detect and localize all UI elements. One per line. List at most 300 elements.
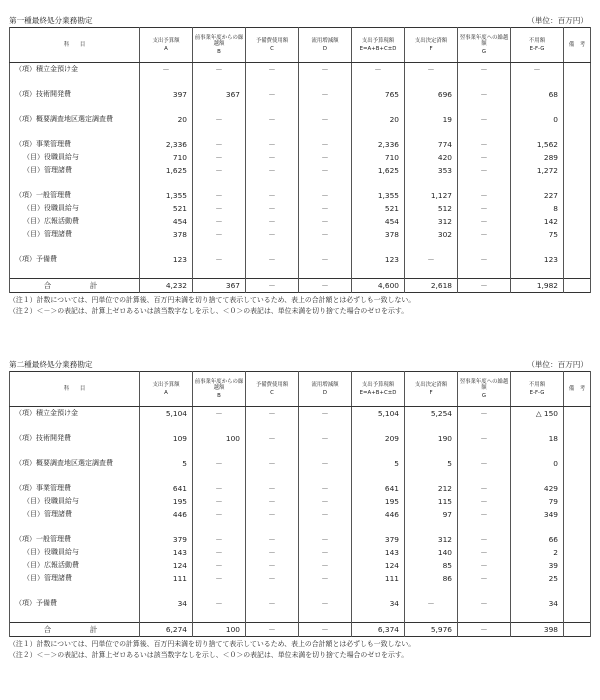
cell-value: 1,127 bbox=[405, 189, 458, 202]
spacer-cell bbox=[511, 470, 564, 482]
spacer-cell bbox=[511, 610, 564, 623]
cell-value: － bbox=[193, 202, 246, 215]
cell-value: － bbox=[193, 533, 246, 546]
cell-value: 124 bbox=[140, 559, 193, 572]
bikou-cell bbox=[564, 457, 591, 470]
spacer-cell bbox=[10, 76, 140, 88]
table2-notes bbox=[9, 639, 590, 660]
cell-value: 123 bbox=[352, 253, 405, 266]
spacer-cell bbox=[299, 585, 352, 597]
spacer-cell bbox=[352, 420, 405, 432]
cell-value: － bbox=[140, 63, 193, 77]
bikou-cell bbox=[564, 88, 591, 101]
spacer-cell bbox=[564, 76, 591, 88]
cell-value: － bbox=[193, 546, 246, 559]
section-table1 bbox=[9, 14, 590, 316]
note-2: （注２）＜－＞の表記は、計算上ゼロあるいは該当数字なしを示し、＜０＞の表記は、単位未満を切り捨てた場合のゼロを示す。 bbox=[9, 306, 409, 315]
bikou-cell bbox=[564, 189, 591, 202]
bikou-cell bbox=[564, 623, 591, 637]
spacer-cell bbox=[193, 470, 246, 482]
cell-value: － bbox=[193, 407, 246, 421]
spacer-cell bbox=[193, 420, 246, 432]
cell-value: － bbox=[193, 138, 246, 151]
bikou-cell bbox=[564, 495, 591, 508]
table1-header bbox=[9, 14, 590, 27]
cell-value: － bbox=[458, 572, 511, 585]
col-c: 予備費使用額 C bbox=[246, 372, 299, 407]
total-value: 100 bbox=[193, 623, 246, 637]
cell-value: 353 bbox=[405, 164, 458, 177]
row-label: （項）技術開発費 bbox=[10, 432, 140, 445]
col-h: 不用額 E-F-G bbox=[511, 28, 564, 63]
spacer-cell bbox=[246, 610, 299, 623]
cell-value: 111 bbox=[352, 572, 405, 585]
cell-value: － bbox=[299, 482, 352, 495]
bikou-cell bbox=[564, 279, 591, 293]
cell-value: 5 bbox=[405, 457, 458, 470]
cell-value: 289 bbox=[511, 151, 564, 164]
spacer-cell bbox=[140, 521, 193, 533]
spacer-cell bbox=[511, 266, 564, 279]
row-label: （項）一般管理費 bbox=[10, 533, 140, 546]
row-label: （項）事業管理費 bbox=[10, 482, 140, 495]
table1-body bbox=[10, 63, 591, 293]
total-value: 5,976 bbox=[405, 623, 458, 637]
cell-value: 142 bbox=[511, 215, 564, 228]
note-1: （注１）計数については、円単位での計算後、百万円未満を切り捨てて表示しているため、表上の合計額とは必ずしも一致しない。 bbox=[9, 640, 416, 648]
cell-value: 349 bbox=[511, 508, 564, 521]
cell-value: － bbox=[246, 407, 299, 421]
spacer-cell bbox=[511, 585, 564, 597]
spacer-cell bbox=[299, 521, 352, 533]
cell-value: 227 bbox=[511, 189, 564, 202]
cell-value: － bbox=[193, 457, 246, 470]
spacer-cell bbox=[352, 76, 405, 88]
cell-value: － bbox=[405, 63, 458, 77]
cell-value: 34 bbox=[140, 597, 193, 610]
spacer-cell bbox=[352, 585, 405, 597]
spacer-cell bbox=[458, 521, 511, 533]
cell-value: － bbox=[246, 113, 299, 126]
cell-value: 710 bbox=[352, 151, 405, 164]
row-label: （目）広報活動費 bbox=[10, 559, 140, 572]
bikou-cell bbox=[564, 572, 591, 585]
cell-value: － bbox=[299, 572, 352, 585]
spacer-cell bbox=[405, 101, 458, 113]
spacer-cell bbox=[246, 445, 299, 457]
spacer-cell bbox=[458, 177, 511, 189]
spacer-cell bbox=[193, 101, 246, 113]
cell-value: 39 bbox=[511, 559, 564, 572]
spacer-cell bbox=[458, 610, 511, 623]
cell-value: 312 bbox=[405, 215, 458, 228]
cell-value: － bbox=[246, 151, 299, 164]
row-label: （目）役職員給与 bbox=[10, 202, 140, 215]
row-label: （項）予備費 bbox=[10, 253, 140, 266]
col-kamoku: 科 目 bbox=[10, 372, 140, 407]
cell-value: － bbox=[246, 559, 299, 572]
spacer-cell bbox=[405, 610, 458, 623]
cell-value: － bbox=[352, 63, 405, 77]
cell-value: － bbox=[458, 457, 511, 470]
bikou-cell bbox=[564, 228, 591, 241]
cell-value: － bbox=[299, 546, 352, 559]
table2-unit: （単位：百万円） bbox=[527, 360, 588, 369]
cell-value: － bbox=[299, 63, 352, 77]
spacer-cell bbox=[405, 266, 458, 279]
total-label: 合 計 bbox=[10, 279, 140, 293]
cell-value: － bbox=[458, 432, 511, 445]
cell-value: 641 bbox=[352, 482, 405, 495]
col-b: 前事業年度からの繰越額 B bbox=[193, 372, 246, 407]
table-row bbox=[10, 407, 591, 421]
cell-value: 68 bbox=[511, 88, 564, 101]
spacer-cell bbox=[10, 177, 140, 189]
total-value: 398 bbox=[511, 623, 564, 637]
cell-value: － bbox=[299, 253, 352, 266]
spacer-row bbox=[10, 470, 591, 482]
cell-value: 378 bbox=[140, 228, 193, 241]
cell-value: 195 bbox=[352, 495, 405, 508]
table-row bbox=[10, 546, 591, 559]
spacer-cell bbox=[10, 266, 140, 279]
table2-title: 第二種最終処分業務勘定 bbox=[9, 360, 93, 369]
cell-value: － bbox=[193, 495, 246, 508]
cell-value: － bbox=[299, 407, 352, 421]
cell-value: － bbox=[458, 151, 511, 164]
cell-value: － bbox=[458, 189, 511, 202]
spacer-cell bbox=[352, 521, 405, 533]
cell-value: 123 bbox=[511, 253, 564, 266]
cell-value: 111 bbox=[140, 572, 193, 585]
spacer-cell bbox=[246, 177, 299, 189]
cell-value: － bbox=[193, 113, 246, 126]
spacer-cell bbox=[10, 470, 140, 482]
cell-value: － bbox=[246, 508, 299, 521]
spacer-cell bbox=[564, 420, 591, 432]
cell-value: － bbox=[246, 138, 299, 151]
cell-value: － bbox=[299, 597, 352, 610]
cell-value: － bbox=[193, 572, 246, 585]
bikou-cell bbox=[564, 253, 591, 266]
spacer-cell bbox=[352, 241, 405, 253]
spacer-cell bbox=[246, 241, 299, 253]
col-g: 翌事業年度への繰越額 G bbox=[458, 372, 511, 407]
spacer-cell bbox=[458, 445, 511, 457]
spacer-cell bbox=[299, 420, 352, 432]
cell-value: － bbox=[193, 189, 246, 202]
cell-value: － bbox=[458, 215, 511, 228]
total-row bbox=[10, 279, 591, 293]
bikou-cell bbox=[564, 533, 591, 546]
spacer-row bbox=[10, 445, 591, 457]
row-label: （目）管理諸費 bbox=[10, 164, 140, 177]
spacer-cell bbox=[405, 420, 458, 432]
bikou-cell bbox=[564, 407, 591, 421]
cell-value: － bbox=[246, 189, 299, 202]
col-d: 流用増減額 D bbox=[299, 372, 352, 407]
cell-value: 75 bbox=[511, 228, 564, 241]
bikou-cell bbox=[564, 113, 591, 126]
cell-value: － bbox=[193, 482, 246, 495]
spacer-cell bbox=[564, 521, 591, 533]
spacer-cell bbox=[299, 177, 352, 189]
col-h: 不用額 E-F-G bbox=[511, 372, 564, 407]
spacer-row bbox=[10, 610, 591, 623]
spacer-cell bbox=[140, 241, 193, 253]
spacer-cell bbox=[140, 470, 193, 482]
cell-value: － bbox=[299, 215, 352, 228]
spacer-row bbox=[10, 241, 591, 253]
table2-header-row bbox=[10, 372, 591, 407]
bikou-cell bbox=[564, 63, 591, 77]
cell-value: － bbox=[458, 63, 511, 77]
cell-value: － bbox=[246, 228, 299, 241]
cell-value: － bbox=[246, 164, 299, 177]
row-label: （項）積立金預け金 bbox=[10, 407, 140, 421]
cell-value: 0 bbox=[511, 113, 564, 126]
spacer-cell bbox=[511, 76, 564, 88]
cell-value: － bbox=[458, 113, 511, 126]
col-a: 支出予算額 A bbox=[140, 28, 193, 63]
spacer-cell bbox=[299, 470, 352, 482]
table-row bbox=[10, 482, 591, 495]
spacer-cell bbox=[193, 177, 246, 189]
cell-value: 20 bbox=[140, 113, 193, 126]
table-row bbox=[10, 138, 591, 151]
spacer-cell bbox=[564, 470, 591, 482]
spacer-row bbox=[10, 521, 591, 533]
cell-value: － bbox=[193, 63, 246, 77]
cell-value: － bbox=[458, 559, 511, 572]
cell-value: 115 bbox=[405, 495, 458, 508]
spacer-cell bbox=[352, 101, 405, 113]
total-value: 2,618 bbox=[405, 279, 458, 293]
spacer-cell bbox=[246, 420, 299, 432]
cell-value: 140 bbox=[405, 546, 458, 559]
row-label: （目）役職員給与 bbox=[10, 546, 140, 559]
spacer-cell bbox=[405, 76, 458, 88]
cell-value: 2 bbox=[511, 546, 564, 559]
cell-value: 5,104 bbox=[140, 407, 193, 421]
cell-value: － bbox=[458, 533, 511, 546]
cell-value: 212 bbox=[405, 482, 458, 495]
spacer-cell bbox=[193, 76, 246, 88]
cell-value: － bbox=[246, 572, 299, 585]
row-label: （目）管理諸費 bbox=[10, 228, 140, 241]
spacer-cell bbox=[405, 585, 458, 597]
spacer-cell bbox=[140, 177, 193, 189]
cell-value: 85 bbox=[405, 559, 458, 572]
col-c: 予備費使用額 C bbox=[246, 28, 299, 63]
spacer-cell bbox=[193, 266, 246, 279]
row-label: （目）広報活動費 bbox=[10, 215, 140, 228]
cell-value: 2,336 bbox=[352, 138, 405, 151]
row-label: （目）役職員給与 bbox=[10, 495, 140, 508]
cell-value: 97 bbox=[405, 508, 458, 521]
spacer-cell bbox=[352, 445, 405, 457]
cell-value: 1,625 bbox=[352, 164, 405, 177]
spacer-cell bbox=[10, 420, 140, 432]
spacer-cell bbox=[352, 610, 405, 623]
cell-value: － bbox=[299, 164, 352, 177]
cell-value: 143 bbox=[352, 546, 405, 559]
table-row bbox=[10, 151, 591, 164]
row-label: （項）積立金預け金 bbox=[10, 63, 140, 77]
total-value: 6,374 bbox=[352, 623, 405, 637]
cell-value: － bbox=[458, 202, 511, 215]
cell-value: － bbox=[458, 138, 511, 151]
bikou-cell bbox=[564, 215, 591, 228]
spacer-row bbox=[10, 101, 591, 113]
spacer-cell bbox=[458, 241, 511, 253]
col-kamoku: 科 目 bbox=[10, 28, 140, 63]
spacer-cell bbox=[140, 420, 193, 432]
cell-value: － bbox=[299, 228, 352, 241]
cell-value: － bbox=[458, 508, 511, 521]
table-row bbox=[10, 164, 591, 177]
spacer-cell bbox=[140, 76, 193, 88]
table-row bbox=[10, 559, 591, 572]
spacer-cell bbox=[193, 445, 246, 457]
cell-value: 696 bbox=[405, 88, 458, 101]
cell-value: － bbox=[299, 138, 352, 151]
bikou-cell bbox=[564, 151, 591, 164]
spacer-cell bbox=[299, 76, 352, 88]
cell-value: 774 bbox=[405, 138, 458, 151]
cell-value: 1,625 bbox=[140, 164, 193, 177]
bikou-cell bbox=[564, 432, 591, 445]
cell-value: － bbox=[299, 508, 352, 521]
bikou-cell bbox=[564, 546, 591, 559]
cell-value: － bbox=[193, 253, 246, 266]
spacer-cell bbox=[458, 420, 511, 432]
spacer-cell bbox=[458, 470, 511, 482]
table-row bbox=[10, 533, 591, 546]
table-row bbox=[10, 63, 591, 77]
table-row bbox=[10, 228, 591, 241]
cell-value: － bbox=[458, 546, 511, 559]
spacer-cell bbox=[140, 101, 193, 113]
total-value: － bbox=[299, 623, 352, 637]
spacer-cell bbox=[458, 76, 511, 88]
spacer-cell bbox=[564, 177, 591, 189]
total-value: － bbox=[246, 623, 299, 637]
total-value: 4,232 bbox=[140, 279, 193, 293]
cell-value: 1,355 bbox=[352, 189, 405, 202]
cell-value: 5,104 bbox=[352, 407, 405, 421]
spacer-cell bbox=[193, 585, 246, 597]
spacer-cell bbox=[458, 585, 511, 597]
cell-value: － bbox=[299, 495, 352, 508]
row-label: （項）一般管理費 bbox=[10, 189, 140, 202]
cell-value: － bbox=[458, 253, 511, 266]
spacer-cell bbox=[193, 521, 246, 533]
cell-value: － bbox=[193, 215, 246, 228]
cell-value: 641 bbox=[140, 482, 193, 495]
cell-value: 109 bbox=[140, 432, 193, 445]
table-row bbox=[10, 202, 591, 215]
cell-value: 25 bbox=[511, 572, 564, 585]
table1-title: 第一種最終処分業務勘定 bbox=[9, 16, 93, 25]
spacer-cell bbox=[511, 521, 564, 533]
cell-value: 512 bbox=[405, 202, 458, 215]
cell-value: 1,355 bbox=[140, 189, 193, 202]
table-row bbox=[10, 88, 591, 101]
cell-value: － bbox=[299, 559, 352, 572]
table-row bbox=[10, 495, 591, 508]
row-label: （目）管理諸費 bbox=[10, 508, 140, 521]
spacer-row bbox=[10, 126, 591, 138]
spacer-cell bbox=[511, 445, 564, 457]
col-bikou: 備 考 bbox=[564, 372, 591, 407]
cell-value: 521 bbox=[140, 202, 193, 215]
spacer-cell bbox=[10, 126, 140, 138]
cell-value: － bbox=[246, 253, 299, 266]
table-row bbox=[10, 253, 591, 266]
spacer-cell bbox=[10, 241, 140, 253]
cell-value: 378 bbox=[352, 228, 405, 241]
spacer-row bbox=[10, 585, 591, 597]
row-label: （項）概要調査地区選定調査費 bbox=[10, 113, 140, 126]
cell-value: 195 bbox=[140, 495, 193, 508]
total-value: － bbox=[246, 279, 299, 293]
spacer-cell bbox=[458, 101, 511, 113]
total-label: 合 計 bbox=[10, 623, 140, 637]
cell-value: 143 bbox=[140, 546, 193, 559]
cell-value: 124 bbox=[352, 559, 405, 572]
table1-notes bbox=[9, 295, 590, 316]
spacer-cell bbox=[405, 241, 458, 253]
spacer-cell bbox=[564, 266, 591, 279]
spacer-cell bbox=[193, 126, 246, 138]
spacer-cell bbox=[511, 126, 564, 138]
cell-value: 710 bbox=[140, 151, 193, 164]
cell-value: － bbox=[246, 63, 299, 77]
total-value: － bbox=[458, 279, 511, 293]
spacer-cell bbox=[246, 266, 299, 279]
spacer-cell bbox=[246, 521, 299, 533]
cell-value: 5 bbox=[140, 457, 193, 470]
cell-value: 454 bbox=[140, 215, 193, 228]
cell-value: 765 bbox=[352, 88, 405, 101]
cell-value: 429 bbox=[511, 482, 564, 495]
cell-value: － bbox=[299, 457, 352, 470]
bikou-cell bbox=[564, 164, 591, 177]
section-table2 bbox=[9, 358, 590, 660]
cell-value: － bbox=[299, 533, 352, 546]
cell-value: － bbox=[193, 559, 246, 572]
cell-value: － bbox=[193, 597, 246, 610]
cell-value: － bbox=[299, 151, 352, 164]
spacer-cell bbox=[246, 101, 299, 113]
row-label: （項）事業管理費 bbox=[10, 138, 140, 151]
cell-value: 379 bbox=[140, 533, 193, 546]
note-2: （注２）＜－＞の表記は、計算上ゼロあるいは該当数字なしを示し、＜０＞の表記は、単位未満を切り捨てた場合のゼロを示す。 bbox=[9, 650, 409, 659]
cell-value: － bbox=[458, 407, 511, 421]
spacer-cell bbox=[564, 126, 591, 138]
spacer-row bbox=[10, 177, 591, 189]
total-value: － bbox=[299, 279, 352, 293]
bikou-cell bbox=[564, 202, 591, 215]
cell-value: － bbox=[511, 63, 564, 77]
spacer-cell bbox=[10, 521, 140, 533]
cell-value: 8 bbox=[511, 202, 564, 215]
spacer-cell bbox=[352, 126, 405, 138]
cell-value: 66 bbox=[511, 533, 564, 546]
spacer-cell bbox=[405, 177, 458, 189]
spacer-row bbox=[10, 266, 591, 279]
